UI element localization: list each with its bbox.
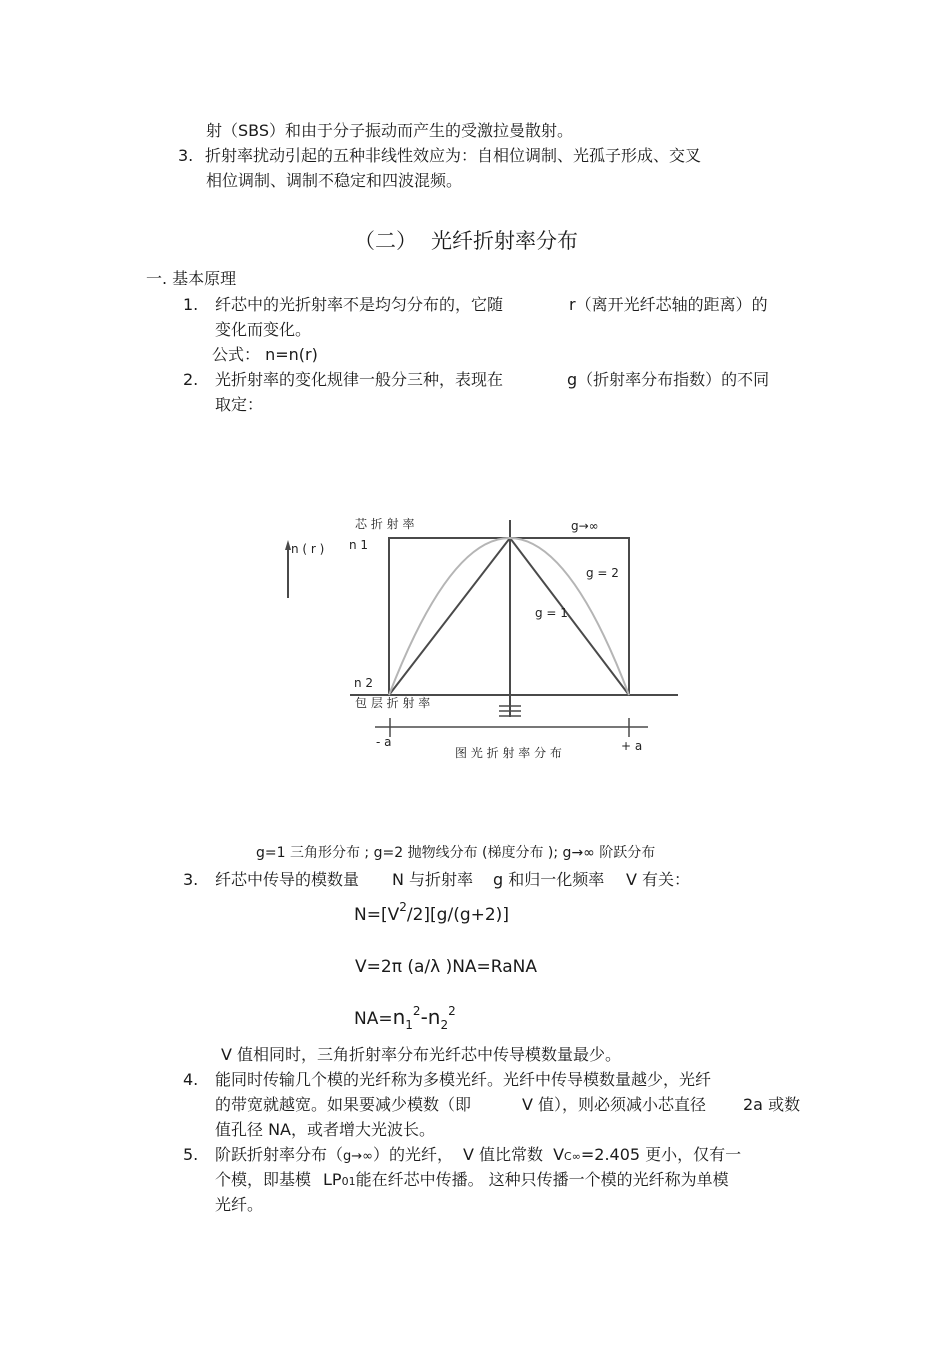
text-part: LP bbox=[323, 1170, 342, 1189]
eq-superscript: 2 bbox=[448, 1004, 456, 1018]
g-infinity-label: g→∞ bbox=[571, 519, 599, 533]
list-number: 5. bbox=[183, 1145, 199, 1164]
text-line: g（折射率分布指数）的不同 bbox=[567, 370, 770, 389]
n-axis-label: n ( r ) bbox=[291, 542, 325, 556]
text-line: 的带宽就越宽。如果要减少模数（即 bbox=[215, 1095, 472, 1114]
text-subscript: 01 bbox=[341, 1175, 356, 1188]
text-line: 纤芯中的光折射率不是均匀分布的，它随 bbox=[215, 295, 504, 314]
core-index-label: 芯 折 射 率 bbox=[355, 517, 415, 531]
text-line: 值孔径 NA，或者增大光波长。 bbox=[215, 1120, 436, 1139]
text-line: V 值相同时，三角折射率分布光纤芯中传导模数量最少。 bbox=[221, 1045, 622, 1064]
minus-a-label: - a bbox=[376, 735, 392, 749]
figure-lines bbox=[288, 520, 678, 737]
text-part: V bbox=[553, 1145, 565, 1164]
eq-part: /2][g/(g+2)] bbox=[406, 905, 509, 925]
text-line: r（离开光纤芯轴的距离）的 bbox=[569, 295, 768, 314]
eq-part: N=[V bbox=[354, 905, 400, 925]
text-line: V 值），则必须减小芯直径 bbox=[522, 1095, 707, 1114]
eq-part: NA= bbox=[354, 1009, 393, 1029]
equation-normalized-frequency: V=2π (a/λ )NA=RaNA bbox=[355, 957, 537, 977]
equation-numerical-aperture bbox=[354, 1004, 456, 1032]
text-line bbox=[215, 1170, 729, 1189]
figure-legend: g=1 三角形分布 ; g=2 抛物线分布 (梯度分布 ); g→∞ 阶跃分布 bbox=[256, 845, 656, 861]
text-line: N 与折射率 bbox=[392, 870, 474, 889]
text-line: 折射率扰动引起的五种非线性效应为：自相位调制、光孤子形成、交叉 bbox=[205, 146, 702, 165]
text-line: 纤芯中传导的模数量 bbox=[215, 870, 360, 889]
eq-part: -n bbox=[420, 1005, 441, 1029]
text-part: g→∞ bbox=[343, 1149, 373, 1164]
n2-label: n 2 bbox=[354, 676, 374, 690]
equation-mode-count bbox=[354, 900, 509, 925]
text-part: 阶跃折射率分布（ bbox=[215, 1145, 344, 1164]
cladding-index-label: 包 层 折 射 率 bbox=[355, 696, 431, 710]
text-part: ）的光纤， bbox=[373, 1145, 454, 1164]
text-part: 能在纤芯中传播。 这种只传播一个模的光纤称为单模 bbox=[355, 1170, 729, 1189]
figure-caption: 图 光 折 射 率 分 布 bbox=[455, 746, 562, 760]
text-part: =2.405 更小，仅有一 bbox=[580, 1145, 742, 1164]
text-line: 2a 或数 bbox=[743, 1095, 801, 1114]
eq-subscript: 2 bbox=[440, 1018, 449, 1032]
list-number: 4. bbox=[183, 1070, 199, 1089]
eq-superscript: 2 bbox=[399, 900, 407, 914]
text-subscript: C∞ bbox=[564, 1150, 581, 1163]
text-line: V 有关： bbox=[626, 870, 691, 889]
text-part: 个模，即基模 bbox=[215, 1170, 312, 1189]
text-line: 变化而变化。 bbox=[215, 320, 312, 339]
section-title: 光纤折射率分布 bbox=[431, 229, 578, 253]
subheading: 一. 基本原理 bbox=[146, 269, 237, 288]
section-number: （二） bbox=[354, 229, 417, 253]
text-line: g 和归一化频率 bbox=[493, 870, 605, 889]
list-number: 2. bbox=[183, 370, 199, 389]
text-part: V 值比常数 bbox=[463, 1145, 544, 1164]
refractive-index-figure bbox=[270, 505, 700, 775]
formula-line: 公式： n=n(r) bbox=[212, 345, 318, 364]
text-line: 射（SBS）和由于分子振动而产生的受激拉曼散射。 bbox=[206, 121, 574, 140]
list-number: 3. bbox=[183, 870, 199, 889]
g1-label: g = 1 bbox=[535, 606, 568, 620]
text-line: 相位调制、调制不稳定和四波混频。 bbox=[206, 171, 463, 190]
text-line bbox=[215, 1145, 741, 1165]
text-line: 能同时传输几个模的光纤称为多模光纤。光纤中传导模数量越少，光纤 bbox=[215, 1070, 712, 1089]
eq-subscript: 1 bbox=[405, 1018, 413, 1032]
list-number: 1. bbox=[183, 295, 199, 314]
g2-label: g = 2 bbox=[586, 566, 619, 580]
text-line: 光折射率的变化规律一般分三种，表现在 bbox=[215, 370, 504, 389]
text-line: 光纤。 bbox=[215, 1195, 264, 1214]
text-line: 取定： bbox=[215, 395, 264, 414]
plus-a-label: + a bbox=[621, 739, 643, 753]
eq-part: n bbox=[392, 1005, 406, 1029]
list-number: 3. bbox=[178, 146, 194, 165]
eq-superscript: 2 bbox=[412, 1004, 421, 1018]
n1-label: n 1 bbox=[349, 538, 369, 552]
